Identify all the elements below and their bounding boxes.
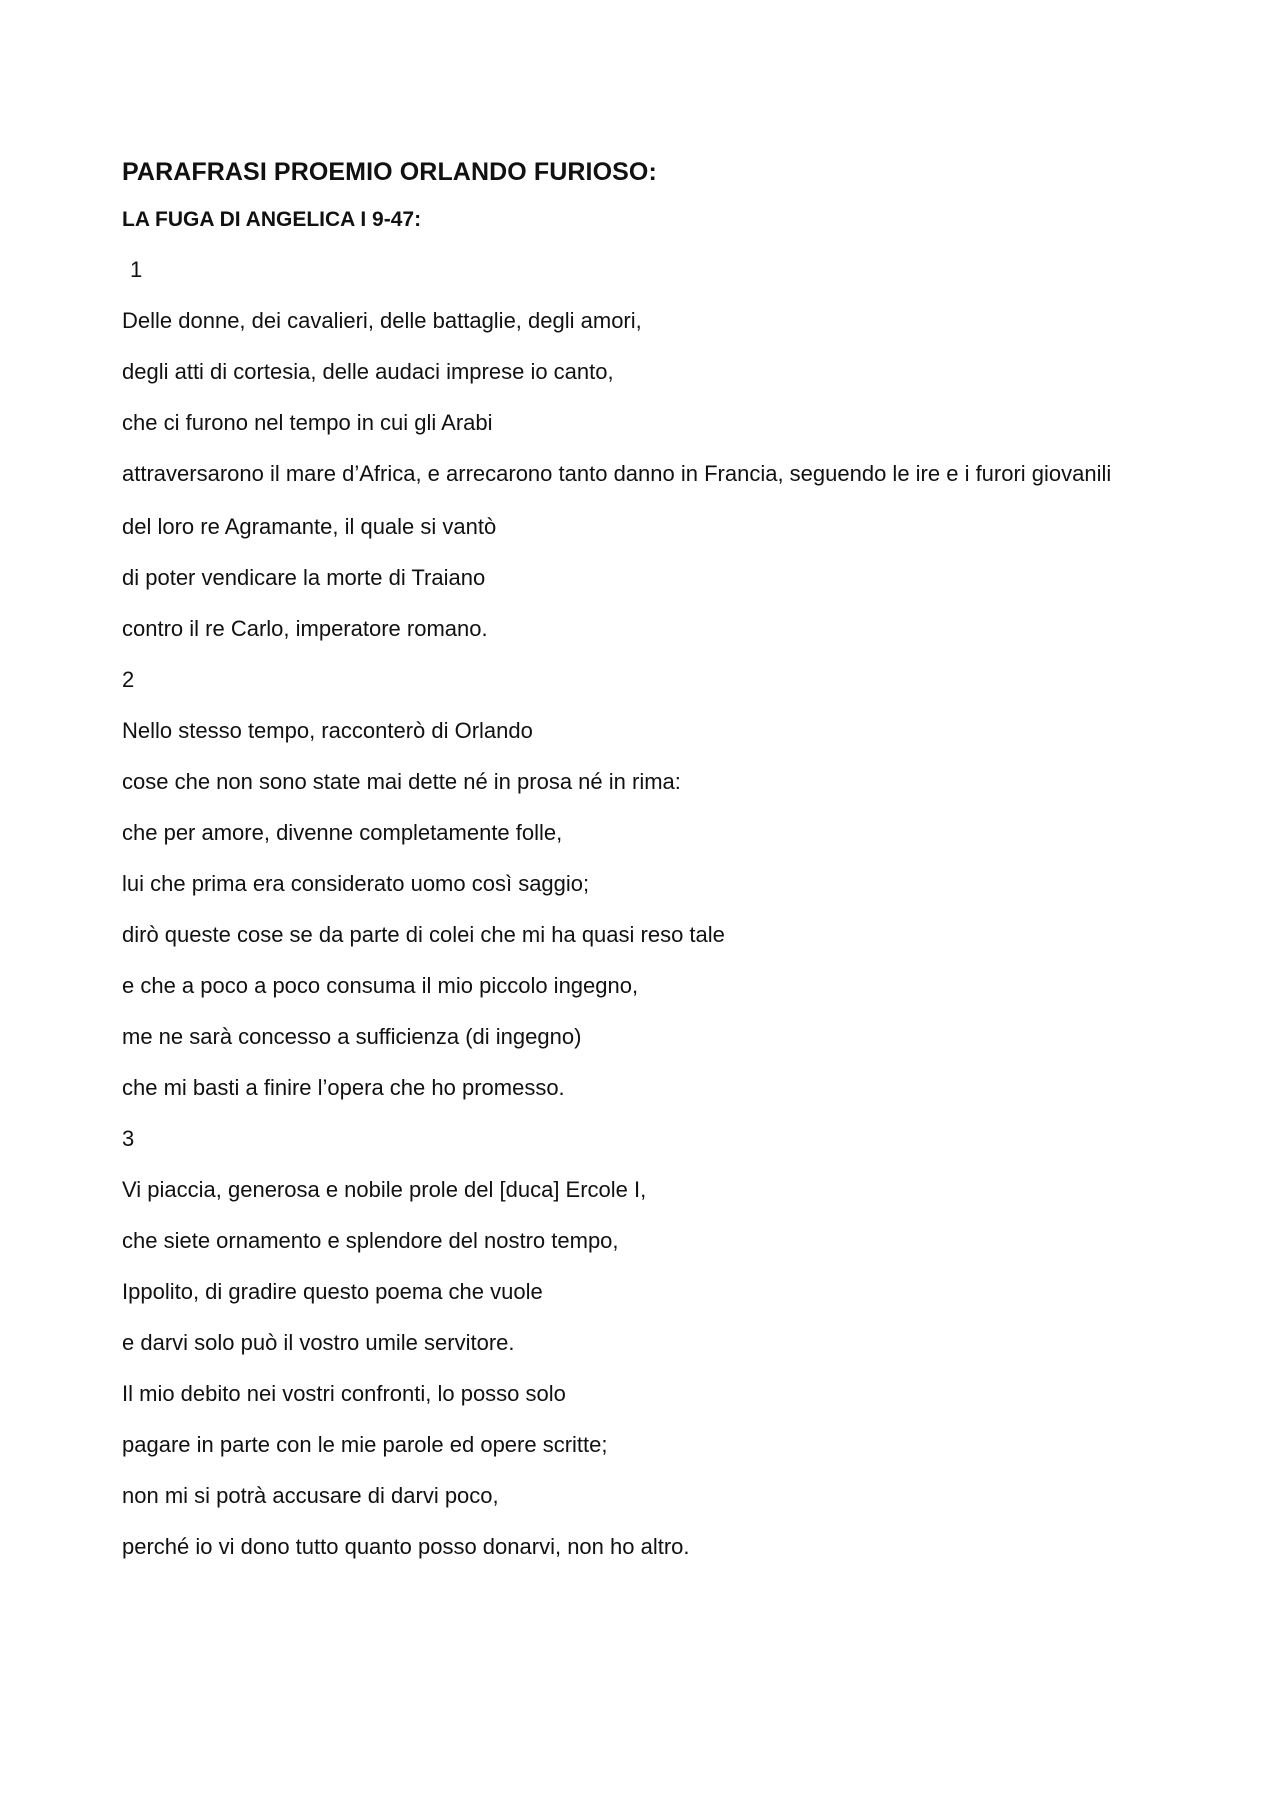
verse-line: me ne sarà concesso a sufficienza (di ingegno) xyxy=(122,1024,582,1049)
verse-line: Delle donne, dei cavalieri, delle battaglie, degli amori, xyxy=(122,308,642,333)
verse-line: Ippolito, di gradire questo poema che vuole xyxy=(122,1279,543,1304)
verse-line: che siete ornamento e splendore del nostro tempo, xyxy=(122,1228,619,1253)
stanza-number: 1 xyxy=(130,257,143,282)
verse-line: Il mio debito nei vostri confronti, lo posso solo xyxy=(122,1381,566,1406)
verse-line: che mi basti a finire l’opera che ho promesso. xyxy=(122,1075,565,1100)
verse-line: e che a poco a poco consuma il mio piccolo ingegno, xyxy=(122,973,639,998)
document-subtitle: LA FUGA DI ANGELICA I 9-47: xyxy=(122,208,422,231)
verse-line: attraversarono il mare d’Africa, e arrecarono tanto danno in Francia, seguendo le ire e i furori giovanili xyxy=(122,461,1112,486)
verse-line: contro il re Carlo, imperatore romano. xyxy=(122,616,488,641)
verse-line: non mi si potrà accusare di darvi poco, xyxy=(122,1483,499,1508)
verse-line: di poter vendicare la morte di Traiano xyxy=(122,565,486,590)
verse-line: cose che non sono state mai dette né in prosa né in rima: xyxy=(122,769,681,794)
stanza-number: 2 xyxy=(122,667,135,692)
stanza-number: 3 xyxy=(122,1126,135,1151)
verse-line: e darvi solo può il vostro umile servitore. xyxy=(122,1330,515,1355)
verse-line: degli atti di cortesia, delle audaci imprese io canto, xyxy=(122,359,614,384)
document-title: PARAFRASI PROEMIO ORLANDO FURIOSO: xyxy=(122,158,657,186)
verse-line: perché io vi dono tutto quanto posso donarvi, non ho altro. xyxy=(122,1534,690,1559)
verse-line: lui che prima era considerato uomo così saggio; xyxy=(122,871,590,896)
verse-line: Vi piaccia, generosa e nobile prole del [duca] Ercole I, xyxy=(122,1177,647,1202)
verse-line: pagare in parte con le mie parole ed opere scritte; xyxy=(122,1432,608,1457)
verse-line: che ci furono nel tempo in cui gli Arabi xyxy=(122,410,493,435)
verse-line: dirò queste cose se da parte di colei che mi ha quasi reso tale xyxy=(122,922,725,947)
document-body xyxy=(122,155,1162,1562)
verse-line: che per amore, divenne completamente folle, xyxy=(122,820,563,845)
verse-line: del loro re Agramante, il quale si vantò xyxy=(122,514,497,539)
verse-line: Nello stesso tempo, racconterò di Orlando xyxy=(122,718,533,743)
